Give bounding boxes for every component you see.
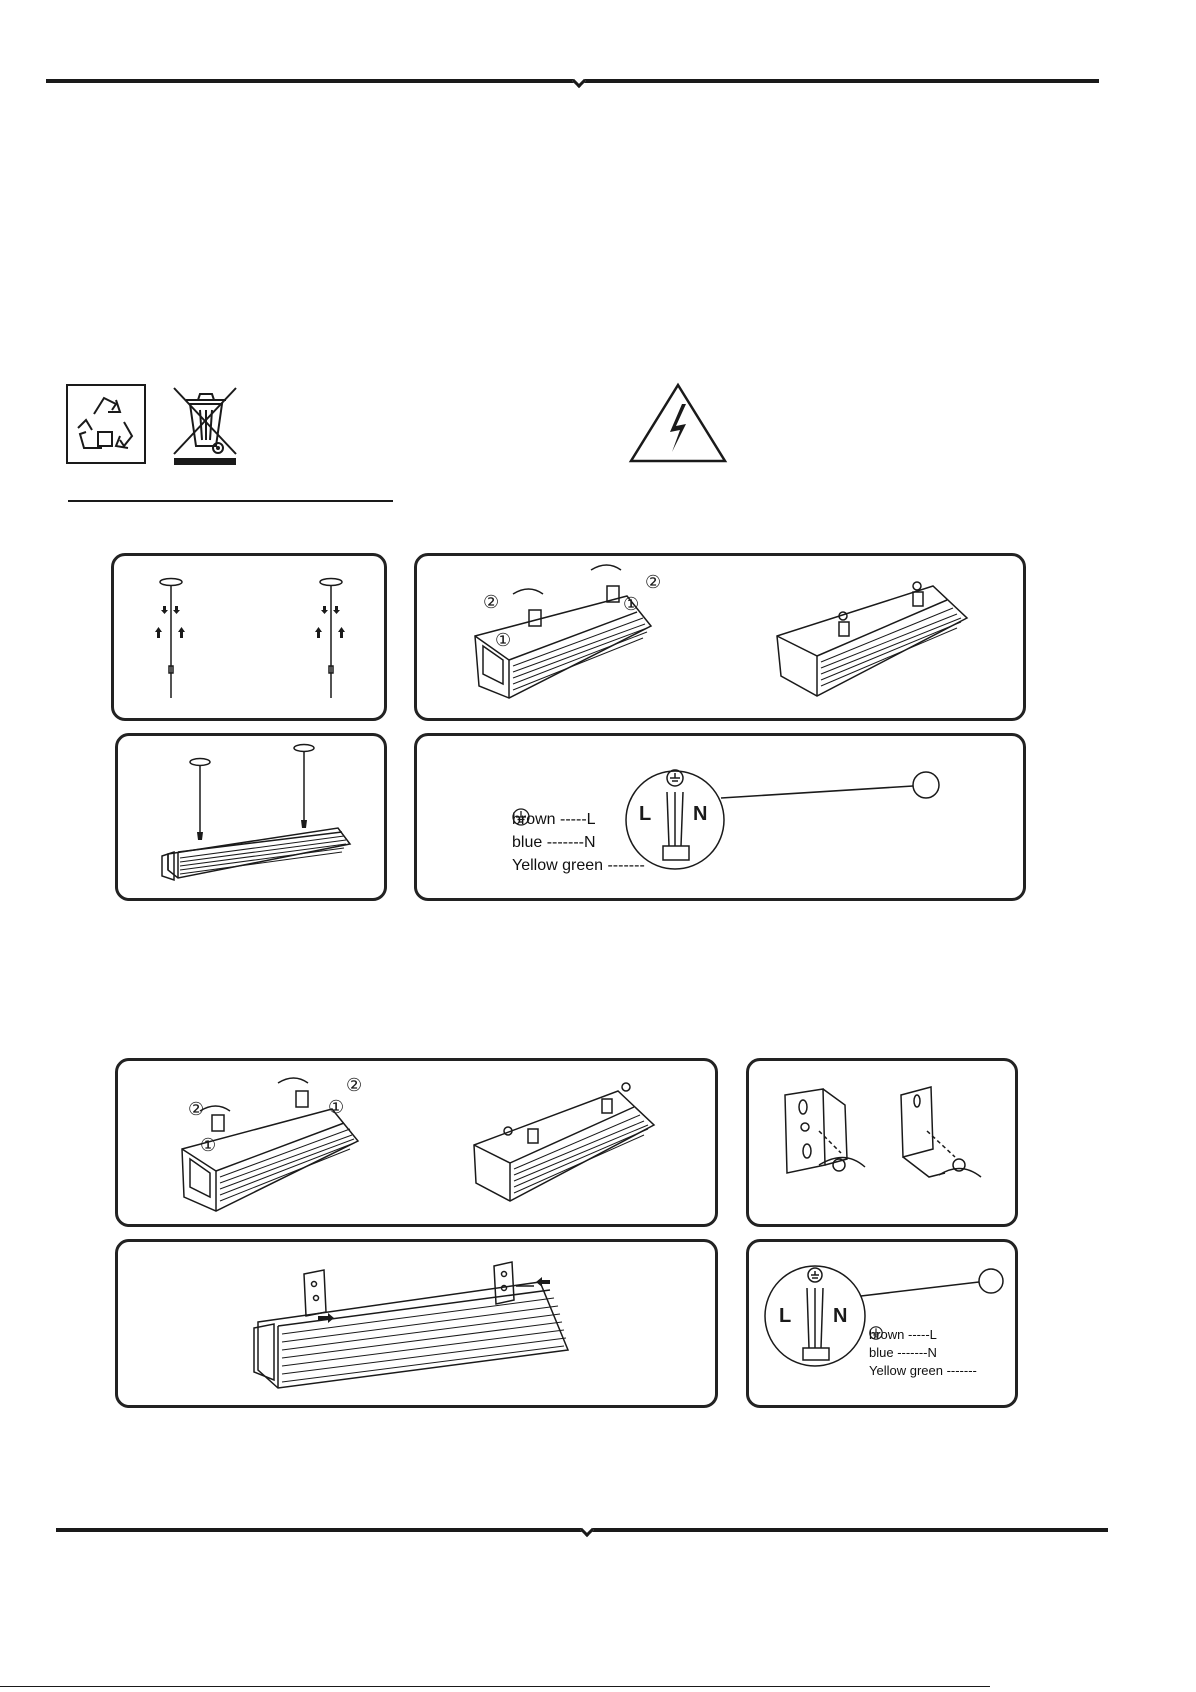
panel-mounting-bracket xyxy=(746,1058,1018,1227)
wire-yellow-green-label: Yellow green ------- xyxy=(512,857,645,874)
electric-hazard-icon xyxy=(628,382,728,464)
step-label: ② xyxy=(346,1075,363,1095)
ground-icon xyxy=(981,1364,995,1378)
step-label: ① xyxy=(623,594,640,614)
step-label: ② xyxy=(188,1099,205,1119)
weee-crossed-bin-icon xyxy=(170,382,242,466)
step-label: ① xyxy=(495,630,512,650)
wire-yellow-green-label: Yellow green ------- xyxy=(869,1363,977,1378)
wire-blue-label: blue -------N xyxy=(869,1345,937,1360)
panel-suspension-cables xyxy=(111,553,387,721)
panel-suspended-fixture xyxy=(115,733,387,901)
terminal-neutral: N xyxy=(833,1305,848,1327)
panel-bracket-attach-suspended xyxy=(414,553,1026,721)
terminal-live: L xyxy=(779,1305,792,1327)
wire-brown-label: brown -----L xyxy=(512,811,596,828)
wire-yellow-green-row xyxy=(869,1362,995,1380)
step-label: ② xyxy=(645,572,662,592)
terminal-live: L xyxy=(639,803,652,825)
page-bottom-rule xyxy=(0,1686,990,1687)
footer-rule-notch xyxy=(580,1523,594,1537)
panel-wiring-surface xyxy=(746,1239,1018,1408)
panel-wiring-suspended xyxy=(414,733,1026,901)
section-underline xyxy=(68,500,393,502)
panel-bracket-fixture xyxy=(115,1239,718,1408)
wire-brown-label: brown -----L xyxy=(869,1327,937,1342)
recycle-icon xyxy=(66,384,146,464)
step-label: ① xyxy=(200,1135,217,1155)
wire-blue-label: blue -------N xyxy=(512,834,596,851)
step-label: ① xyxy=(328,1097,345,1117)
header-rule-notch xyxy=(572,74,586,88)
wiring-legend xyxy=(869,1326,995,1380)
step-label: ② xyxy=(483,592,500,612)
panel-bracket-attach-surface xyxy=(115,1058,718,1227)
terminal-neutral: N xyxy=(693,803,708,825)
